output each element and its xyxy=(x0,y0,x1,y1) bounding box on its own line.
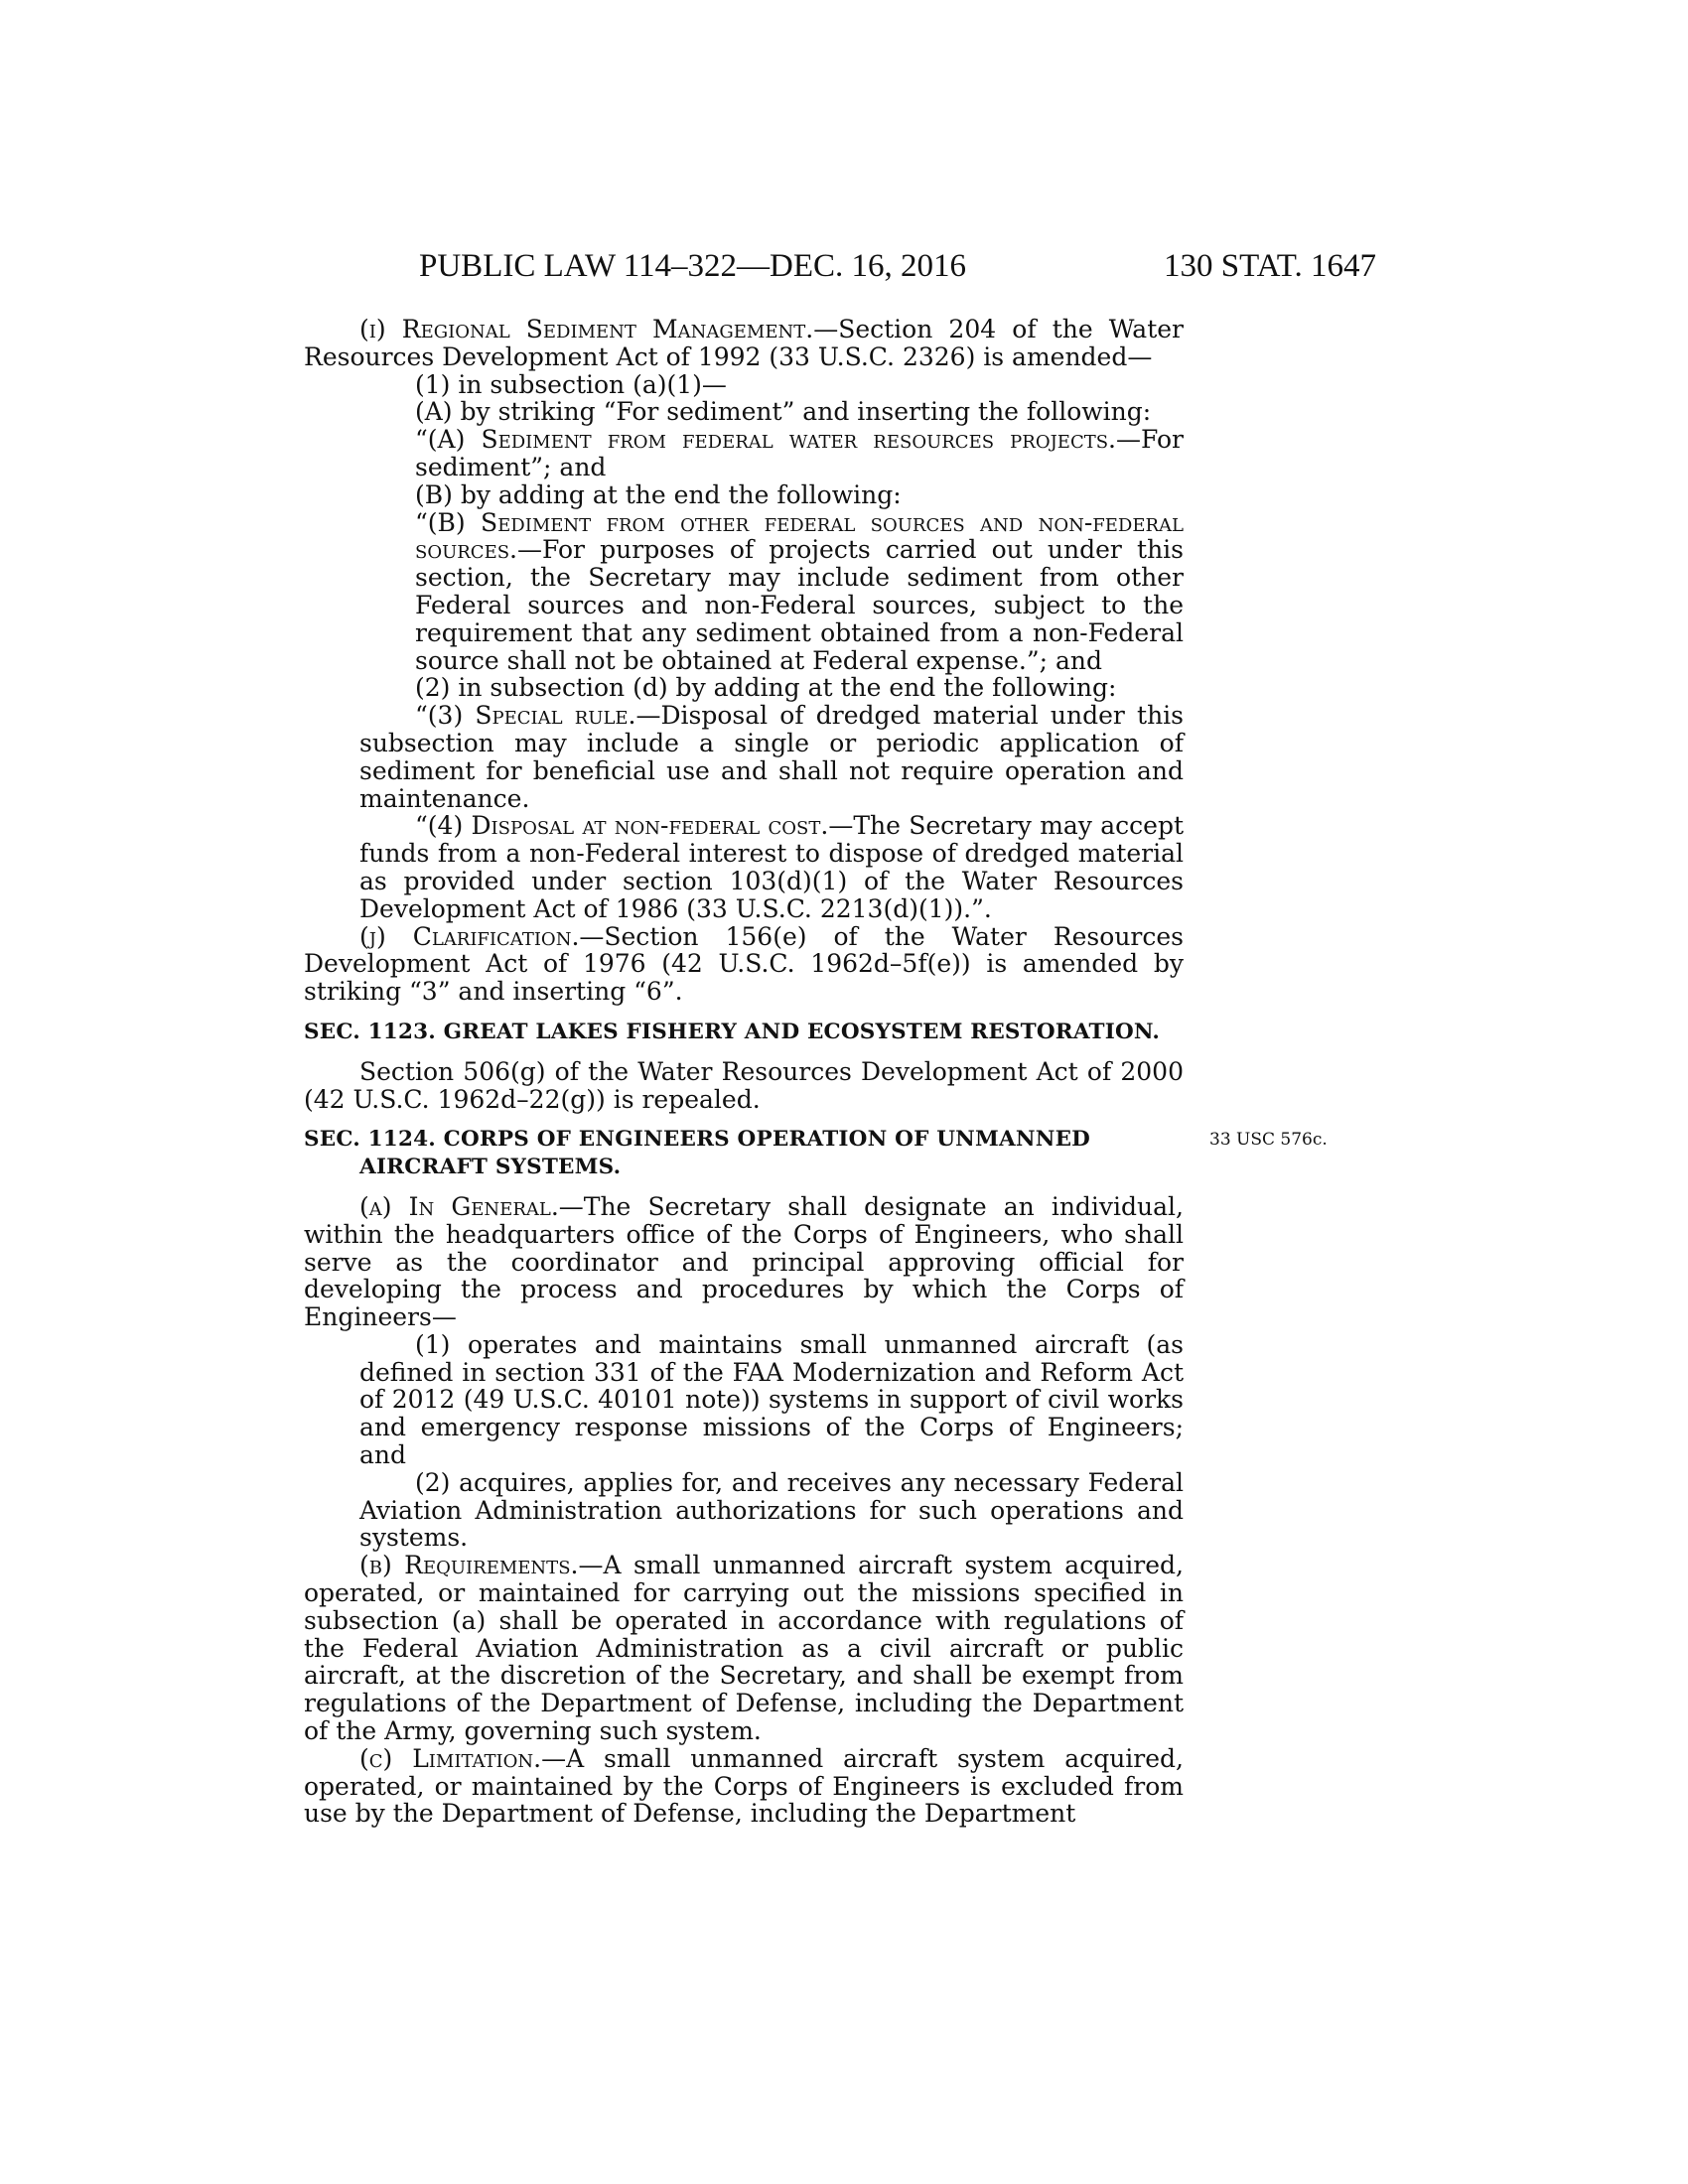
quote-sediment-federal-projects xyxy=(304,426,1184,481)
quote-4-text: —The Secretary may accept funds from a non-Federal interest to dispose of dredged material as provided under section 103(d)(1) of the Water Resources Development Act of 1986 (33 U.S.C. 2213(d)(1)).”. xyxy=(359,811,1184,923)
paragraph-j-text: —Section 156(e) of the Water Resources Development Act of 1976 (42 U.S.C. 1962d–5f(e)) is amended by striking “3” and inserting “6”. xyxy=(304,921,1184,1007)
margin-note-usc-citation: 33 USC 576c. xyxy=(1209,1130,1328,1151)
paragraph-i-1: (1) in subsection (a)(1)— xyxy=(415,369,727,399)
quote-3-text: —Disposal of dredged material under this subsection may include a single or periodic application of sediment for beneficial use and shall not require operation and maintenance. xyxy=(359,701,1185,813)
paragraph-a xyxy=(304,1193,1184,1331)
body-text xyxy=(304,316,1184,1828)
paragraph-a-text: —The Secretary shall designate an individual, within the headquarters office of the Corps of Engineers, who shall serve as the coordinator and principal approving official for developing the process and procedures by which the Corps of Engineers— xyxy=(304,1191,1184,1332)
quote-3-heading: “(3) Special rule. xyxy=(415,701,636,731)
section-1123-text: Section 506(g) of the Water Resources Development Act of 2000 (42 U.S.C. 1962d–22(g)) is repealed. xyxy=(304,1056,1184,1114)
paragraph-a-2: (2) acquires, applies for, and receives any necessary Federal Aviation Administration authorizations for such operations and systems. xyxy=(359,1467,1184,1553)
paragraph-c xyxy=(304,1745,1184,1828)
paragraph-i-1-A: (A) by striking “For sediment” and inserting the following: xyxy=(415,397,1152,427)
section-1124-heading: SEC. 1124. CORPS OF ENGINEERS OPERATION OF UNMANNED AIRCRAFT SYSTEMS. xyxy=(304,1127,1091,1180)
heading-limitation: (c) Limitation. xyxy=(359,1743,542,1773)
section-1123-heading: SEC. 1123. GREAT LAKES FISHERY AND ECOSYSTEM RESTORATION. xyxy=(304,1019,1161,1044)
quote-A-heading: “(A) Sediment from federal water resources projects. xyxy=(415,425,1117,455)
quote-disposal-non-federal-cost xyxy=(304,812,1184,922)
paragraph-i-1-B: (B) by adding at the end the following: xyxy=(415,479,902,509)
paragraph-c-text: —A small unmanned aircraft system acquired, operated, or maintained by the Corps of Engineers is excluded from use by the Department of Defense, including the Department xyxy=(304,1743,1184,1829)
heading-regional-sediment-management: (i) Regional Sediment Management. xyxy=(359,315,814,343)
quote-B-text: —For purposes of projects carried out under this section, the Secretary may include sediment from other Federal sources and non-Federal sources, subject to the requirement that any sediment obtained from a non-Federal source shall not be obtained at Federal expense.”; and xyxy=(415,535,1184,675)
paragraph-i-2: (2) in subsection (d) by adding at the end the following: xyxy=(415,673,1117,703)
heading-clarification: (j) Clarification. xyxy=(359,921,580,951)
heading-in-general: (a) In General. xyxy=(359,1191,559,1221)
paragraph-b xyxy=(304,1552,1184,1745)
quote-B-heading: “(B) Sediment from other federal sources and non-federal sources. xyxy=(415,507,1184,565)
paragraph-i-text: —Section 204 of the Water Resources Development Act of 1992 (33 U.S.C. 2326) is amended— xyxy=(304,315,1184,371)
header-page-ref: 130 STAT. 1647 xyxy=(1163,248,1376,284)
paragraph-j xyxy=(304,923,1184,1006)
quote-A-text: —For sediment”; and xyxy=(415,425,1184,481)
quote-4-heading: “(4) Disposal at non-federal cost. xyxy=(415,811,829,841)
quote-sediment-other-sources xyxy=(304,509,1184,675)
header-title: PUBLIC LAW 114–322—DEC. 16, 2016 xyxy=(419,248,967,284)
heading-requirements: (b) Requirements. xyxy=(359,1551,579,1580)
running-header xyxy=(419,248,1376,298)
quote-special-rule xyxy=(304,702,1184,812)
paragraph-b-text: —A small unmanned aircraft system acquired, operated, or maintained for carrying out the missions specified in subsection (a) shall be operated in accordance with regulations of the Federal Aviation Administration as a civil aircraft or public aircraft, at the discretion of the Secretary, and shall be exempt from regulations of the Department of Defense, including the Department of the Army, governing such system. xyxy=(304,1551,1184,1746)
paragraph-a-1: (1) operates and maintains small unmanned aircraft (as defined in section 331 of the FAA Modernization and Reform Act of 2012 (49 U.S.C. 40101 note)) systems in support of civil works and emergency response missions of the Corps of Engineers; and xyxy=(359,1329,1184,1470)
paragraph-i xyxy=(304,316,1184,371)
